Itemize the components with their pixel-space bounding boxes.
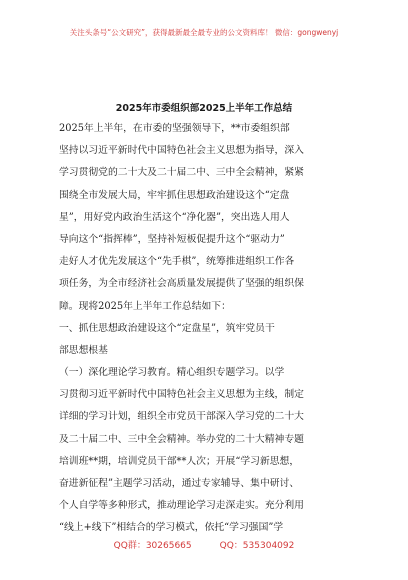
body-line: （一）深化理论学习教育。精心组织专题学习。以学 [59,367,285,379]
body-line: 导向这个“指挥棒”，坚持补短板促提升这个“驱动力” [59,233,285,245]
body-line: 2025年上半年，在市委的坚强领导下，**市委组织部 [59,123,290,134]
body-line: “线上+线下”相结合的学习模式，依托“学习强国”学 [59,522,284,534]
body-line: 星”，用好党内政治生活这个“净化器”，突出选人用人 [59,211,290,223]
body-line: 障。现将2025年上半年工作总结如下： [59,300,231,312]
body-line: 及二十届二中、三中全会精神。举办党的二十大精神专题 [59,433,304,445]
section-heading-line: 一、抓住思想政治建设这个“定盘星”，筑牢党员干 [59,322,275,334]
section-heading-line: 部思想根基 [59,344,108,356]
footer-qq-group: QQ群：30265665 [113,541,192,551]
body-line: 奋进新征程”主题学习活动，通过专家辅导、集中研讨、 [59,478,300,489]
header-note: 关注头条号“公文研究”，获得最新最全最专业的公文资料库！ 微信：gongwenyj [69,28,339,37]
body-line: 培训班**期，培训党员干部**人次；开展“学习新思想， [59,455,300,467]
body-line: 个人自学等多种形式，推动理论学习走深走实。充分利用 [59,500,304,512]
body-line: 学习贯彻党的二十大及二十届二中、三中全会精神，紧紧 [59,167,304,179]
body-line: 坚持以习近平新时代中国特色社会主义思想为指导，深入 [59,145,304,157]
body-line: 详细的学习计划，组织全市党员干部深入学习党的二十大 [59,411,304,423]
body-line: 围绕全市发展大局，牢牢抓住思想政治建设这个“定盘 [59,189,290,201]
body-line: 项任务，为全市经济社会高质量发展提供了坚强的组织保 [59,278,304,290]
body-line: 走好人才优先发展这个“先手棋”，统筹推进组织工作各 [59,256,295,268]
document-title: 2025年市委组织部2025上半年工作总结 [115,103,293,114]
footer-contact [0,538,408,551]
document-body [59,118,351,540]
body-line: 习贯彻习近平新时代中国特色社会主义思想为主线，制定 [59,389,304,401]
footer-qq: QQ：535304092 [219,541,295,551]
